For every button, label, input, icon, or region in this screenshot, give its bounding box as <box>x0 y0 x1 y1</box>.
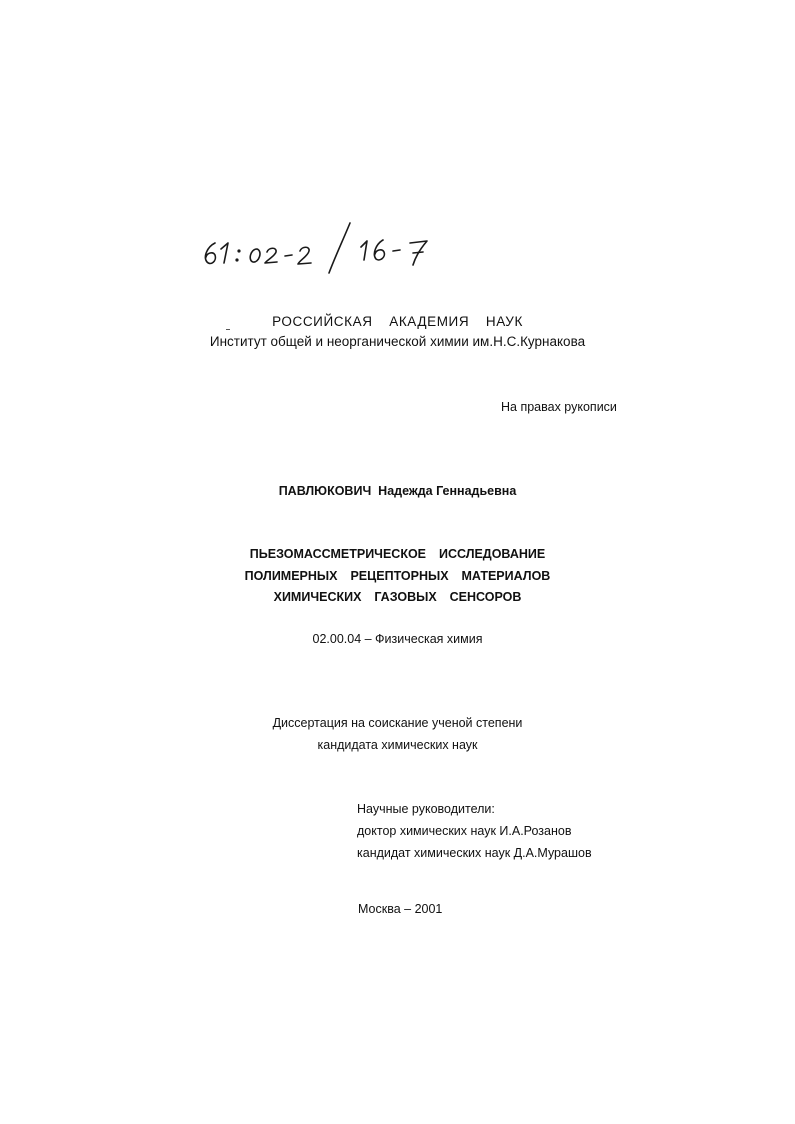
dissertation-line-1: Диссертация на соискание ученой степени <box>272 716 523 730</box>
city-year: Москва – 2001 <box>358 902 443 916</box>
rights-notice: На правах рукописи <box>501 400 617 414</box>
organization-name: РОССИЙСКАЯ АКАДЕМИЯ НАУК <box>272 314 523 329</box>
scan-mark <box>226 329 230 330</box>
supervisor-item: кандидат химических наук Д.А.Мурашов <box>357 846 592 860</box>
dissertation-line-2: кандидата химических наук <box>317 738 478 752</box>
supervisors-heading: Научные руководители: <box>357 802 495 816</box>
institute-name: Институт общей и неорганической химии им.Н.С.Курнакова <box>209 334 586 349</box>
supervisor-item: доктор химических наук И.А.Розанов <box>357 824 572 838</box>
title-line-3: ХИМИЧЕСКИХ ГАЗОВЫХ СЕНСОРОВ <box>273 590 522 604</box>
title-line-1: ПЬЕЗОМАССМЕТРИЧЕСКОЕ ИССЛЕДОВАНИЕ <box>249 547 546 561</box>
title-line-2: ПОЛИМЕРНЫХ РЕЦЕПТОРНЫХ МАТЕРИАЛОВ <box>244 569 551 583</box>
handwritten-catalog-number <box>195 215 455 275</box>
specialty-code: 02.00.04 – Физическая химия <box>312 632 483 646</box>
author-name: ПАВЛЮКОВИЧ Надежда Геннадьевна <box>278 484 517 498</box>
